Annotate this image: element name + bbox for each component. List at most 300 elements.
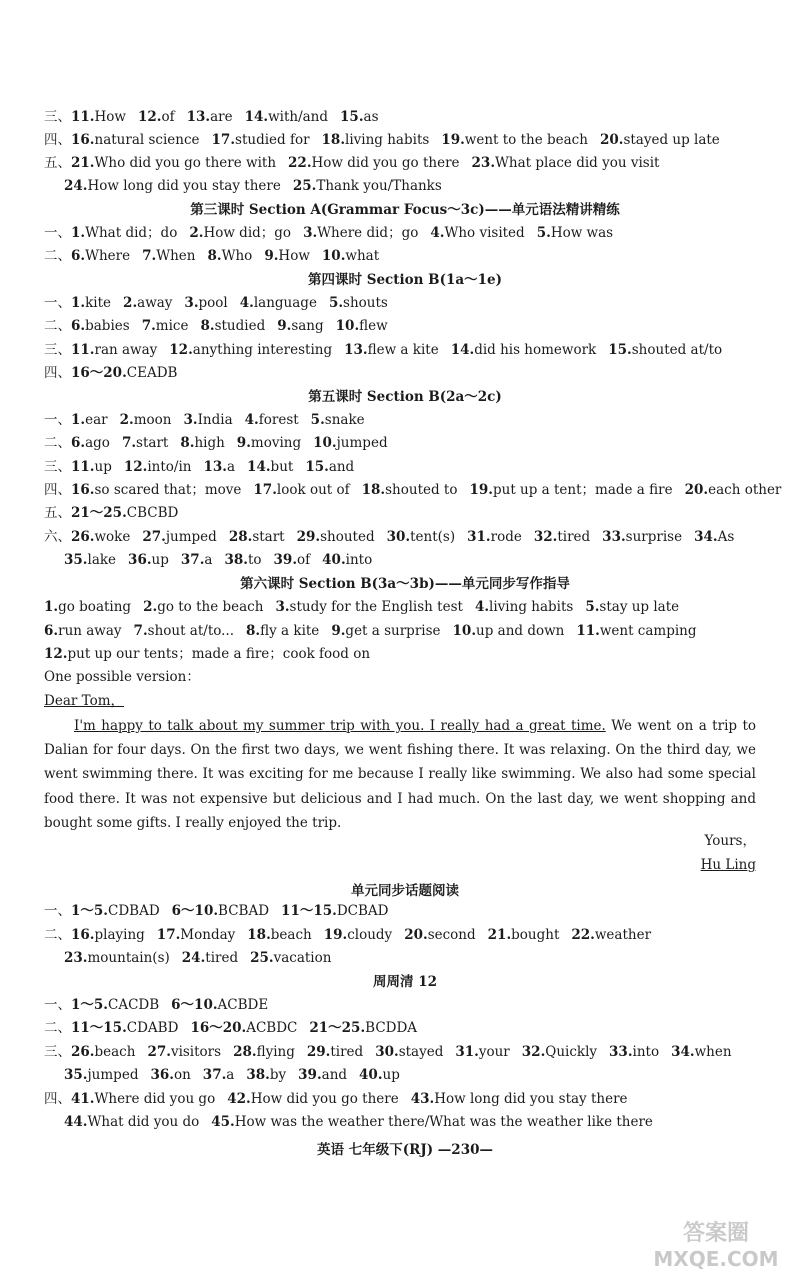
answer-item: 16.so scared that；move — [71, 482, 242, 498]
answer-line — [44, 432, 758, 455]
answer-text: weather — [594, 927, 652, 943]
answer-text: jumped — [336, 435, 388, 451]
line-text: One possible version： — [44, 669, 200, 685]
answer-item: 1.What did；do — [71, 225, 178, 241]
question-number: 29 — [296, 529, 316, 545]
answer-text: went to the beach — [464, 132, 588, 148]
answer-item: 17.Monday — [156, 927, 236, 943]
question-number: 10 — [452, 623, 472, 639]
answer-text: start — [136, 435, 169, 451]
question-number: 5 — [328, 295, 339, 311]
answer-item: 13.a — [203, 459, 236, 475]
answer-item: 7.When — [142, 248, 196, 264]
question-number: 20 — [404, 927, 423, 943]
answer-text: What did；do — [85, 225, 178, 241]
question-number: 9 — [264, 248, 274, 264]
answer-item: 9.moving — [236, 435, 302, 451]
watermark-text: 答案圈 — [682, 1221, 750, 1246]
question-number: 13 — [203, 459, 223, 475]
question-number: 14 — [450, 342, 470, 358]
answer-text: when — [694, 1044, 732, 1060]
question-group-label: 六、 — [44, 529, 71, 545]
question-number: 30 — [375, 1044, 394, 1060]
answer-item: 2.away — [123, 295, 173, 311]
answer-item: 14.but — [247, 459, 294, 475]
question-number: 5 — [310, 412, 321, 428]
question-number: 26 — [71, 1044, 90, 1060]
answer-item: 16.natural science — [71, 132, 200, 148]
answer-text: living habits — [489, 599, 574, 615]
answer-item: 5.shouts — [328, 295, 388, 311]
answer-text: and — [328, 459, 355, 475]
answer-line — [44, 409, 758, 432]
answer-item: 40.up — [359, 1067, 400, 1083]
answer-item: 9.How — [264, 248, 310, 264]
question-number: 1 — [71, 295, 81, 311]
question-number: 1 — [71, 225, 81, 241]
answer-line — [44, 924, 758, 947]
answer-text: up — [382, 1067, 400, 1083]
question-group-label: 五、 — [44, 155, 71, 171]
answer-item: 18.beach — [247, 927, 312, 943]
question-number: 23 — [471, 155, 491, 171]
question-group-label: 二、 — [44, 435, 71, 451]
answer-line — [44, 526, 758, 549]
answer-text: so scared that；move — [94, 482, 242, 498]
answer-item: 30.tent(s) — [386, 529, 456, 545]
question-number: 32 — [521, 1044, 541, 1060]
question-number: 36 — [128, 552, 147, 568]
answer-item: 11.went camping — [576, 623, 697, 639]
answer-item: 12.into/in — [123, 459, 192, 475]
question-number: 37 — [180, 552, 200, 568]
question-number: 11～15 — [281, 903, 333, 919]
question-number: 3 — [275, 599, 285, 615]
question-number: 39 — [273, 552, 293, 568]
answer-item: 15.as — [340, 109, 379, 125]
question-number: 19 — [441, 132, 461, 148]
answer-text: shouted at/to — [631, 342, 723, 358]
answer-text: How long did you stay there — [434, 1091, 628, 1107]
answer-item: 4.language — [239, 295, 317, 311]
answer-text: shouts — [343, 295, 388, 311]
answer-text: surprise — [625, 529, 683, 545]
answer-text: up and down — [476, 623, 565, 639]
answer-text: a — [226, 459, 236, 475]
answer-text: flew — [359, 318, 388, 334]
answer-line — [44, 339, 758, 362]
answer-text: bought — [511, 927, 560, 943]
answer-text: by — [269, 1067, 287, 1083]
question-number: 9 — [277, 318, 287, 334]
answer-text: CDBAD — [108, 903, 160, 919]
answer-text: lake — [87, 552, 117, 568]
question-number: 1 — [71, 412, 81, 428]
question-number: 4 — [474, 599, 485, 615]
question-number: 5 — [536, 225, 547, 241]
answer-item: 26.beach — [71, 1044, 136, 1060]
answer-item: 1.ear — [71, 412, 108, 428]
answer-text: mice — [155, 318, 189, 334]
question-number: 11～15 — [71, 1020, 123, 1036]
answer-line — [64, 1064, 758, 1087]
question-number: 22 — [571, 927, 591, 943]
answer-text: Thank you/Thanks — [316, 178, 442, 194]
answer-item: 39.and — [298, 1067, 348, 1083]
answer-text: beach — [94, 1044, 136, 1060]
answer-text: woke — [94, 529, 131, 545]
answer-text: your — [478, 1044, 510, 1060]
answer-item: 15.shouted at/to — [608, 342, 723, 358]
answer-line — [44, 596, 758, 619]
answer-text: How did；go — [203, 225, 292, 241]
answer-text: a — [226, 1067, 235, 1083]
question-number: 42 — [227, 1091, 246, 1107]
question-number: 26 — [71, 529, 90, 545]
answer-item: 3.study for the English test — [275, 599, 463, 615]
question-number: 9 — [236, 435, 247, 451]
question-number: 15 — [608, 342, 628, 358]
answer-item: 30.stayed — [375, 1044, 444, 1060]
question-number: 16～20 — [71, 365, 123, 381]
question-number: 10 — [335, 318, 355, 334]
question-number: 27 — [142, 529, 162, 545]
question-number: 31 — [455, 1044, 475, 1060]
answer-line — [44, 1041, 758, 1064]
answer-text: ACBDC — [246, 1020, 298, 1036]
answer-item: 10.what — [321, 248, 380, 264]
answer-text: stayed — [398, 1044, 444, 1060]
section-heading: 周周清 12 — [373, 974, 437, 990]
answer-item: 6～10.BCBAD — [171, 903, 270, 919]
answer-text: with/and — [268, 109, 329, 125]
question-number: 3 — [184, 295, 194, 311]
answer-line — [44, 900, 758, 923]
answer-item: 37.a — [180, 552, 213, 568]
answer-text: CEADB — [126, 365, 178, 381]
question-number: 21 — [487, 927, 507, 943]
answer-item: 43.How long did you stay there — [410, 1091, 628, 1107]
answer-text: run away — [58, 623, 122, 639]
question-number: 21～25 — [71, 505, 123, 521]
answer-item: 8.studied — [200, 318, 266, 334]
question-group-label: 一、 — [44, 903, 71, 919]
question-number: 5 — [585, 599, 595, 615]
question-number: 41 — [71, 1091, 90, 1107]
answer-item: 40.into — [322, 552, 373, 568]
answer-text: ago — [85, 435, 110, 451]
answer-item: 1.go boating — [44, 599, 132, 615]
section-heading: 第三课时 Section A(Grammar Focus～3c)——单元语法精讲精练 — [190, 202, 620, 218]
section-heading: 第六课时 Section B(3a～3b)——单元同步写作指导 — [240, 576, 570, 592]
question-number: 16 — [71, 482, 90, 498]
answer-text: What did you do — [87, 1114, 200, 1130]
question-number: 12 — [137, 109, 157, 125]
answer-text: high — [194, 435, 225, 451]
question-group-label: 一、 — [44, 225, 71, 241]
answer-line — [44, 106, 758, 129]
letter-signature: Hu Ling — [700, 857, 756, 873]
question-number: 11 — [71, 109, 90, 125]
answer-line — [64, 549, 758, 572]
answer-text: CDABD — [126, 1020, 179, 1036]
answer-text: How — [94, 109, 126, 125]
answer-item: 4.forest — [244, 412, 299, 428]
answer-text: vacation — [273, 950, 332, 966]
answer-item: 1～5.CACDB — [71, 997, 160, 1013]
answer-line — [44, 152, 758, 175]
question-number: 6 — [71, 318, 81, 334]
answer-text: BCBAD — [218, 903, 270, 919]
answer-line — [44, 502, 758, 525]
question-number: 3 — [183, 412, 193, 428]
answer-text: did his homework — [474, 342, 597, 358]
answer-text: each other — [708, 482, 782, 498]
question-number: 45 — [211, 1114, 231, 1130]
answer-text: How did you go there — [311, 155, 460, 171]
answer-text: of — [161, 109, 175, 125]
question-group-label: 二、 — [44, 318, 71, 334]
section-heading: 单元同步话题阅读 — [351, 883, 459, 899]
answer-item: 5.How was — [536, 225, 614, 241]
answer-item: 41.Where did you go — [71, 1091, 216, 1107]
question-number: 11 — [71, 342, 90, 358]
answer-text: Who visited — [444, 225, 525, 241]
answer-text: snake — [324, 412, 365, 428]
letter-body — [44, 714, 756, 835]
answer-item: 22.How did you go there — [288, 155, 460, 171]
question-group-label: 四、 — [44, 132, 71, 148]
answer-text: How did you go there — [250, 1091, 399, 1107]
answer-text: into — [632, 1044, 660, 1060]
answer-text: to — [247, 552, 262, 568]
question-number: 13 — [344, 342, 363, 358]
question-number: 36 — [150, 1067, 170, 1083]
answer-item: 8.high — [180, 435, 225, 451]
question-number: 22 — [288, 155, 307, 171]
answer-text: ACBDE — [217, 997, 269, 1013]
answer-text: and — [321, 1067, 348, 1083]
question-number: 6～10 — [171, 997, 213, 1013]
answer-text: Quickly — [545, 1044, 598, 1060]
answer-item: 12.of — [137, 109, 175, 125]
answer-text: studied — [214, 318, 266, 334]
answer-text: jumped — [87, 1067, 139, 1083]
question-number: 28 — [233, 1044, 252, 1060]
answer-text: How was — [550, 225, 614, 241]
answer-text: anything interesting — [192, 342, 333, 358]
answer-text: How long did you stay there — [87, 178, 281, 194]
question-group-label: 一、 — [44, 997, 71, 1013]
question-number: 18 — [247, 927, 267, 943]
question-number: 2 — [119, 412, 130, 428]
question-number: 12 — [123, 459, 143, 475]
answer-item: 21.Who did you go there with — [71, 155, 277, 171]
answer-text: playing — [94, 927, 145, 943]
answer-text: living habits — [345, 132, 430, 148]
answer-item: 8.Who — [207, 248, 253, 264]
answer-line — [64, 175, 758, 198]
answer-item: 3.India — [183, 412, 233, 428]
question-number: 7 — [133, 623, 143, 639]
answer-item: 1～5.CDBAD — [71, 903, 160, 919]
question-number: 12 — [169, 342, 189, 358]
answer-item: 19.went to the beach — [441, 132, 588, 148]
answer-line — [44, 643, 758, 666]
answer-item: 2.moon — [119, 412, 172, 428]
question-number: 16～20 — [190, 1020, 242, 1036]
answer-item: 20.each other — [684, 482, 782, 498]
answer-text: go boating — [58, 599, 132, 615]
question-group-label: 二、 — [44, 248, 71, 264]
question-number: 44 — [64, 1114, 83, 1130]
question-number: 4 — [239, 295, 250, 311]
letter-opening: I'm happy to talk about my summer trip with you. I really had a great time. — [74, 718, 606, 734]
answer-text: shouted — [320, 529, 375, 545]
question-number: 34 — [671, 1044, 690, 1060]
answer-text: stay up late — [599, 599, 680, 615]
answer-text: jumped — [165, 529, 217, 545]
answer-text: What place did you visit — [495, 155, 660, 171]
answer-text: shouted to — [385, 482, 458, 498]
question-number: 12 — [44, 646, 63, 662]
answer-text: visitors — [170, 1044, 222, 1060]
answer-item: 33.surprise — [602, 529, 683, 545]
answer-text: How — [278, 248, 310, 264]
answer-item: 23.What place did you visit — [471, 155, 660, 171]
question-number: 32 — [533, 529, 553, 545]
question-number: 35 — [64, 552, 83, 568]
answer-text: cloudy — [347, 927, 393, 943]
answer-item: 31.rode — [467, 529, 522, 545]
question-number: 20 — [684, 482, 704, 498]
question-number: 23 — [64, 950, 83, 966]
question-number: 21～25 — [309, 1020, 361, 1036]
answer-line — [44, 1088, 758, 1111]
answer-text: study for the English test — [289, 599, 463, 615]
answer-item: 28.flying — [233, 1044, 295, 1060]
question-number: 17 — [156, 927, 176, 943]
answer-text: Where did you go — [94, 1091, 216, 1107]
answer-item: 3.Where did；go — [303, 225, 419, 241]
answer-item: 2.How did；go — [189, 225, 292, 241]
answer-item: 26.woke — [71, 529, 131, 545]
answer-item: 5.stay up late — [585, 599, 680, 615]
question-group-label: 四、 — [44, 482, 71, 498]
answer-text: pool — [198, 295, 228, 311]
question-group-label: 二、 — [44, 1020, 71, 1036]
answer-item: 29.shouted — [296, 529, 375, 545]
answer-item: 16～20.CEADB — [71, 365, 178, 381]
question-number: 33 — [609, 1044, 628, 1060]
question-number: 4 — [430, 225, 440, 241]
answer-item: 11.ran away — [71, 342, 158, 358]
answer-item: 13.flew a kite — [344, 342, 439, 358]
question-number: 1～5 — [71, 903, 104, 919]
question-number: 40 — [359, 1067, 378, 1083]
answer-item: 22.weather — [571, 927, 652, 943]
answer-text: ran away — [94, 342, 158, 358]
answer-item: 19.put up a tent；made a fire — [469, 482, 673, 498]
question-number: 24 — [64, 178, 83, 194]
question-number: 13 — [186, 109, 206, 125]
answer-text: start — [252, 529, 285, 545]
answer-item: 9.sang — [277, 318, 324, 334]
question-number: 25 — [250, 950, 269, 966]
answer-text: moving — [250, 435, 302, 451]
answer-item: 31.your — [455, 1044, 510, 1060]
question-number: 2 — [123, 295, 133, 311]
answer-text: flying — [256, 1044, 295, 1060]
question-number: 14 — [244, 109, 264, 125]
answer-text: into — [345, 552, 373, 568]
question-number: 6 — [44, 623, 54, 639]
answer-item: 33.into — [609, 1044, 660, 1060]
question-number: 10 — [313, 435, 332, 451]
answer-text: language — [253, 295, 317, 311]
answer-item: 2.go to the beach — [143, 599, 264, 615]
answer-line — [44, 222, 758, 245]
answer-text: beach — [270, 927, 312, 943]
answer-text: CBCBD — [126, 505, 179, 521]
question-number: 8 — [207, 248, 217, 264]
question-number: 16 — [71, 927, 90, 943]
svg-text:MXQE.COM: MXQE.COM — [653, 1247, 779, 1271]
answer-text: moon — [133, 412, 172, 428]
answer-item: 27.visitors — [147, 1044, 222, 1060]
question-number: 18 — [361, 482, 381, 498]
question-number: 28 — [228, 529, 248, 545]
answer-line — [44, 362, 758, 385]
answer-text: When — [156, 248, 196, 264]
question-number: 9 — [331, 623, 341, 639]
answer-item: 9.get a surprise — [331, 623, 441, 639]
answer-item: 24.How long did you stay there — [64, 178, 281, 194]
question-number: 7 — [141, 318, 152, 334]
answer-item: 21～25.BCDDA — [309, 1020, 418, 1036]
answer-item: 35.lake — [64, 552, 117, 568]
question-number: 27 — [147, 1044, 167, 1060]
answer-line — [44, 994, 758, 1017]
answer-text: second — [427, 927, 476, 943]
question-group-label: 一、 — [44, 412, 71, 428]
answer-text: look out of — [276, 482, 350, 498]
answer-item: 35.jumped — [64, 1067, 139, 1083]
answer-item: 5.snake — [310, 412, 365, 428]
answer-item: 42.How did you go there — [227, 1091, 399, 1107]
text-line — [44, 666, 758, 689]
answer-item: 17.studied for — [211, 132, 310, 148]
question-group-label: 三、 — [44, 1044, 71, 1060]
question-group-label: 三、 — [44, 459, 71, 475]
question-group-label: 一、 — [44, 295, 71, 311]
answer-item: 29.tired — [306, 1044, 364, 1060]
answer-line — [44, 129, 758, 152]
answer-text: India — [197, 412, 233, 428]
answer-text: CACDB — [108, 997, 160, 1013]
question-number: 15 — [305, 459, 325, 475]
answer-line — [44, 292, 758, 315]
question-number: 17 — [211, 132, 231, 148]
question-number: 10 — [321, 248, 341, 264]
answer-item: 16～20.ACBDC — [190, 1020, 298, 1036]
question-number: 2 — [189, 225, 199, 241]
answer-text: on — [173, 1067, 191, 1083]
answer-item: 17.look out of — [253, 482, 350, 498]
answer-text: up — [94, 459, 112, 475]
answer-item: 3.pool — [184, 295, 228, 311]
answer-text: are — [210, 109, 233, 125]
